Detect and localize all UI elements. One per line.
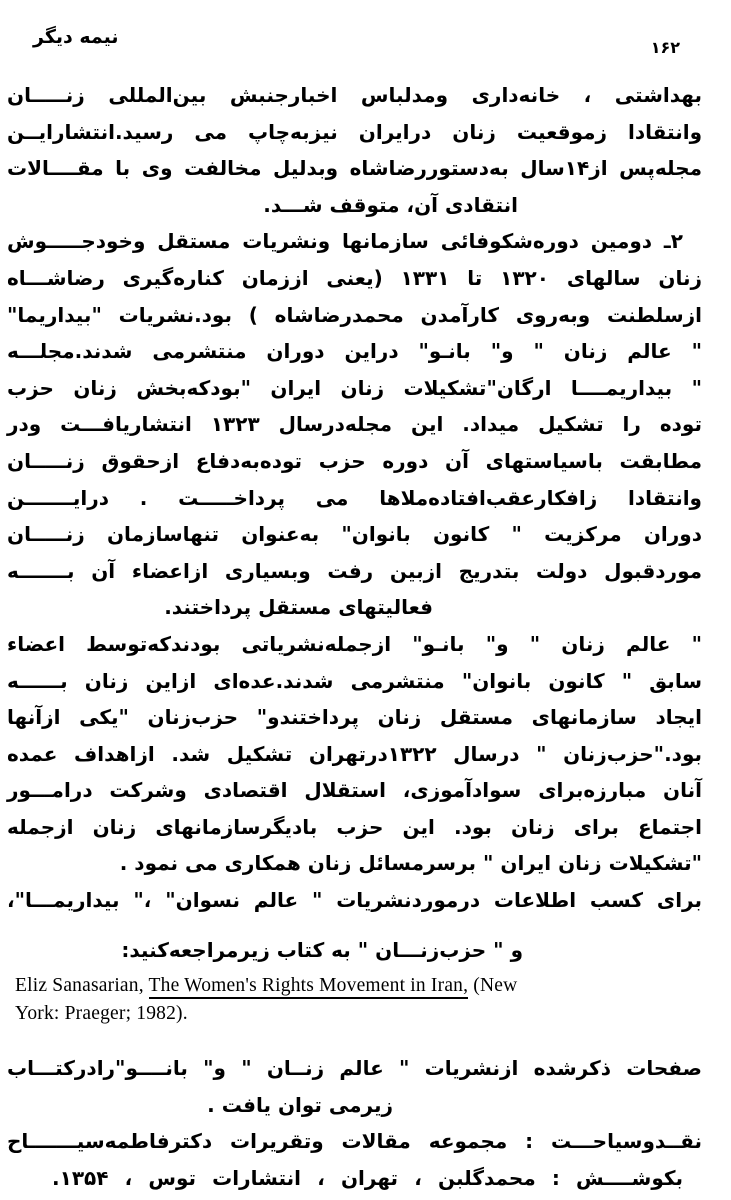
footer-note <box>7 1050 702 1196</box>
text-line: سابق " کانون بانوان" منتشرمی شدند.عده‌ای ازاین زنان بــــــه <box>7 668 702 693</box>
text-line: دوران مرکزیت " کانون بانوان" به‌عنوان تنهاسازمان زنـــــان <box>7 522 702 547</box>
text-line: صفحات ذکرشده ازنشریات " عالم زنــان " و" بانــــو"رادرکتـــاب <box>7 1056 702 1081</box>
text-line: توده را تشکیل میداد. این مجله‌درسال ۱۳۲۳ انتشاریافـــت ودر <box>7 412 702 437</box>
text-line: ازسلطنت وبه‌روی کارآمدن محمدرضاشاه ) بود.نشریات "بیداریما" <box>7 302 702 327</box>
citation-block <box>7 972 702 1028</box>
text-line: زیرمی توان یافت . <box>207 1092 393 1117</box>
text-line: زنان سالهای ۱۳۲۰ تا ۱۳۳۱ (یعنی اززمان کناره‌گیری رضاشـــاه <box>7 265 702 290</box>
text-line: اجتماع برای زنان بود. این حزب بادیگرسازمانهای زنان ازجمله <box>7 814 702 839</box>
text-line: مجله‌پس از۱۴سال به‌دستوررضاشاه وبدلیل مخالفت وی با مقــــالات <box>7 156 703 181</box>
text-line: برای کسب اطلاعات درموردنشریات " عالم نسوان" ،" بیداریمـــا"، <box>7 888 702 913</box>
citation-publisher-start: (New <box>468 975 518 997</box>
text-line: " بیداریمــــا ارگان"تشکیلات زنان ایران "بودکه‌بخش زنان حزب <box>7 375 702 400</box>
text-line: " عالم زنان " و" بانـو" دراین دوران منتشرمی شدند.مجلـــه <box>7 339 702 364</box>
page-header <box>7 0 702 57</box>
text-line: ایجاد سازمانهای مستقل زنان پرداختندو" حزب‌زنان "یکی ازآنها <box>7 705 702 730</box>
citation-title: The Women's Rights Movement in Iran, <box>149 975 469 999</box>
text-line: ۲ـ دومین دوره‌شکوفائی سازمانها ونشریات مستقل وخودجـــــوش <box>7 229 683 254</box>
text-line: وانتقادا زافکارعقب‌افتاده‌ملاها می پرداخـــــت . درایـــــــن <box>7 485 702 510</box>
text-line: بهداشتی ، خانه‌داری ومدلباس اخبارجنبش بین‌المللی زنـــــان <box>7 83 702 107</box>
citation-author: Eliz Sanasarian, <box>15 975 149 997</box>
text-line: آنان مبارزه‌برای سوادآموزی، استقلال اقتصادی وشرکت درامـــور <box>7 778 702 803</box>
text-line: انتقادی آن، متوقف شـــد. <box>263 192 518 217</box>
citation-line-1 <box>15 972 702 1000</box>
text-line: موردقبول دولت بتدریج ازبین رفت وبسیاری ازاعضاء آن بـــــــه <box>7 558 702 583</box>
text-line: نقــدوسیاحـــت : مجموعه مقالات وتقریرات دکترفاطمه‌سیـــــــاح <box>7 1129 702 1154</box>
text-line: بود."حزب‌زنان " درسال ۱۳۲۲درتهران تشکیل شد. ازاهداف عمده <box>7 741 702 766</box>
body-text <box>7 77 702 968</box>
journal-title: نیمه دیگر <box>33 26 119 48</box>
text-line: بکوشــــش : محمدگلبن ، تهران ، انتشارات توس ، ۱۳۵۴. <box>52 1166 683 1191</box>
text-line: و " حزب‌زنـــان " به کتاب زیرمراجعه‌کنید: <box>121 937 523 962</box>
text-line: " عالم زنان " و" بانـو" ازجمله‌نشریاتی بودندکه‌توسط اعضاء <box>7 631 702 656</box>
text-line: "تشکیلات زنان ایران " برسرمسائل زنان همکاری می نمود . <box>119 851 702 876</box>
page-number: ۱۶۲ <box>650 38 680 57</box>
citation-line-2: York: Praeger; 1982). <box>15 1003 188 1025</box>
text-line: وانتقادا زموقعیت زنان درایران نیزبه‌چاپ می رسید.انتشارایــن <box>7 119 702 144</box>
text-line: مطابقت باسیاستهای آن دوره حزب توده‌به‌دفاع ازحقوق زنـــــان <box>7 448 702 473</box>
text-line: فعالیتهای مستقل پرداختند. <box>164 595 433 620</box>
